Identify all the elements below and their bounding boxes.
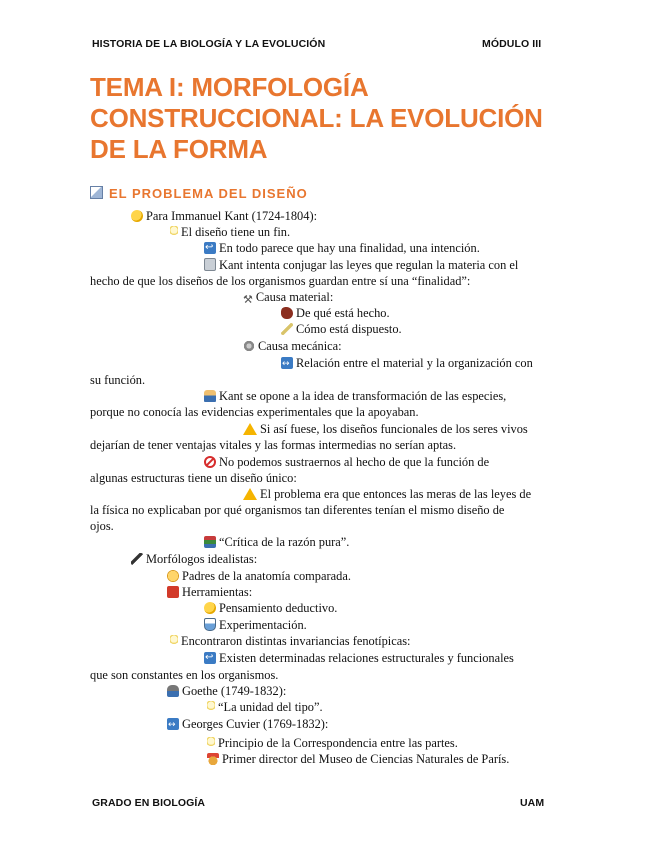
title-line: CONSTRUCCIONAL: LA EVOLUCIÓN — [90, 103, 543, 133]
list-item: Morfólogos idealistas: — [131, 551, 257, 567]
books-icon — [204, 536, 216, 548]
lightbulb-icon — [207, 701, 215, 713]
list-item: ↔Georges Cuvier (1769-1832): — [167, 716, 328, 732]
lightbulb-icon — [170, 635, 178, 647]
list-item: Principio de la Correspondencia entre las partes. — [207, 735, 458, 751]
list-item: No podemos sustraernos al hecho de que la función de — [204, 454, 489, 470]
list-item: El diseño tiene un fin. — [170, 224, 290, 240]
list-item-continuation: la física no explicaban por qué organismos tan diferentes tenían el mismo diseño de — [90, 503, 505, 517]
list-item: ↩Existen determinadas relaciones estructurales y funcionales — [204, 650, 514, 666]
footer-university: UAM — [520, 797, 545, 809]
list-item: ⚒ Causa material: — [243, 290, 334, 306]
list-item: “Crítica de la razón pura”. — [204, 534, 349, 550]
left-right-arrow-icon — [167, 718, 179, 730]
list-item: Herramientas: — [167, 584, 252, 600]
page-title — [90, 72, 543, 165]
title-line: DE LA FORMA — [90, 134, 268, 164]
list-item-continuation: que son constantes en los organismos. — [90, 668, 279, 682]
list-item: ↔Relación entre el material y la organización con — [281, 355, 533, 371]
list-item: De qué está hecho. — [281, 305, 390, 321]
list-item: Primer director del Museo de Ciencias Naturales de París. — [207, 751, 509, 767]
material-icon — [281, 307, 293, 319]
thinking-face-icon — [131, 210, 143, 222]
list-item-continuation: ojos. — [90, 519, 114, 533]
list-item: Cómo está dispuesto. — [281, 321, 402, 337]
left-right-arrow-icon — [281, 357, 293, 369]
return-arrow-icon — [204, 652, 216, 664]
header-module: MÓDULO III — [482, 38, 542, 50]
list-item-continuation: dejarían de tener ventajas vitales y las formas intermedias no serían aptas. — [90, 438, 457, 452]
section-heading-text: EL PROBLEMA DEL DISEÑO — [109, 186, 308, 201]
list-item: Padres de la anatomía comparada. — [167, 568, 351, 584]
list-item: Encontraron distintas invariancias fenotípicas: — [170, 633, 411, 649]
warning-icon — [243, 423, 257, 435]
thinking-face-icon — [204, 602, 216, 614]
lightbulb-icon — [207, 737, 215, 749]
list-item-continuation: hecho de que los diseños de los organismos guardan entre sí una “finalidad”: — [90, 274, 471, 288]
list-item: Causa mecánica: — [243, 338, 342, 354]
face-icon — [167, 570, 179, 582]
list-item: Pensamiento deductivo. — [204, 600, 337, 616]
warning-icon — [243, 488, 257, 500]
list-item: Para Immanuel Kant (1724-1804): — [131, 208, 317, 224]
header-course-title: HISTORIA DE LA BIOLOGÍA Y LA EVOLUCIÓN — [92, 38, 326, 50]
title-line: TEMA I: MORFOLOGÍA — [90, 72, 369, 102]
bust-icon — [167, 685, 179, 697]
tools-icon: ⚒ — [243, 293, 253, 306]
return-arrow-icon — [204, 242, 216, 254]
gear-icon — [243, 340, 255, 352]
list-item: Kant se opone a la idea de transformación de las especies, — [204, 388, 506, 404]
list-item: Kant intenta conjugar las leyes que regulan la materia con el — [204, 257, 518, 273]
list-item: “La unidad del tipo”. — [207, 699, 323, 715]
footer-degree: GRADO EN BIOLOGÍA — [92, 797, 206, 809]
list-item: ↩En todo parece que hay una finalidad, una intención. — [204, 240, 480, 256]
list-item: Goethe (1749-1832): — [167, 683, 286, 699]
list-item-continuation: algunas estructuras tiene un diseño único: — [90, 471, 297, 485]
arrangement-icon — [281, 323, 293, 335]
list-item: Si así fuese, los diseños funcionales de los seres vivos — [243, 421, 528, 437]
section-heading — [90, 186, 308, 201]
list-item: El problema era que entonces las meras de las leyes de — [243, 486, 531, 502]
flask-icon — [204, 618, 216, 631]
list-item: Experimentación. — [204, 617, 307, 633]
list-item-continuation: porque no conocía las evidencias experimentales que la apoyaban. — [90, 405, 419, 419]
person-icon — [204, 390, 216, 402]
set-square-icon — [90, 186, 103, 199]
toolbox-icon — [167, 586, 179, 598]
medal-icon — [207, 753, 219, 765]
prohibited-icon — [204, 456, 216, 468]
pen-icon — [131, 553, 143, 565]
clipboard-icon — [204, 258, 216, 271]
list-item-continuation: su función. — [90, 373, 146, 387]
lightbulb-icon — [170, 226, 178, 238]
